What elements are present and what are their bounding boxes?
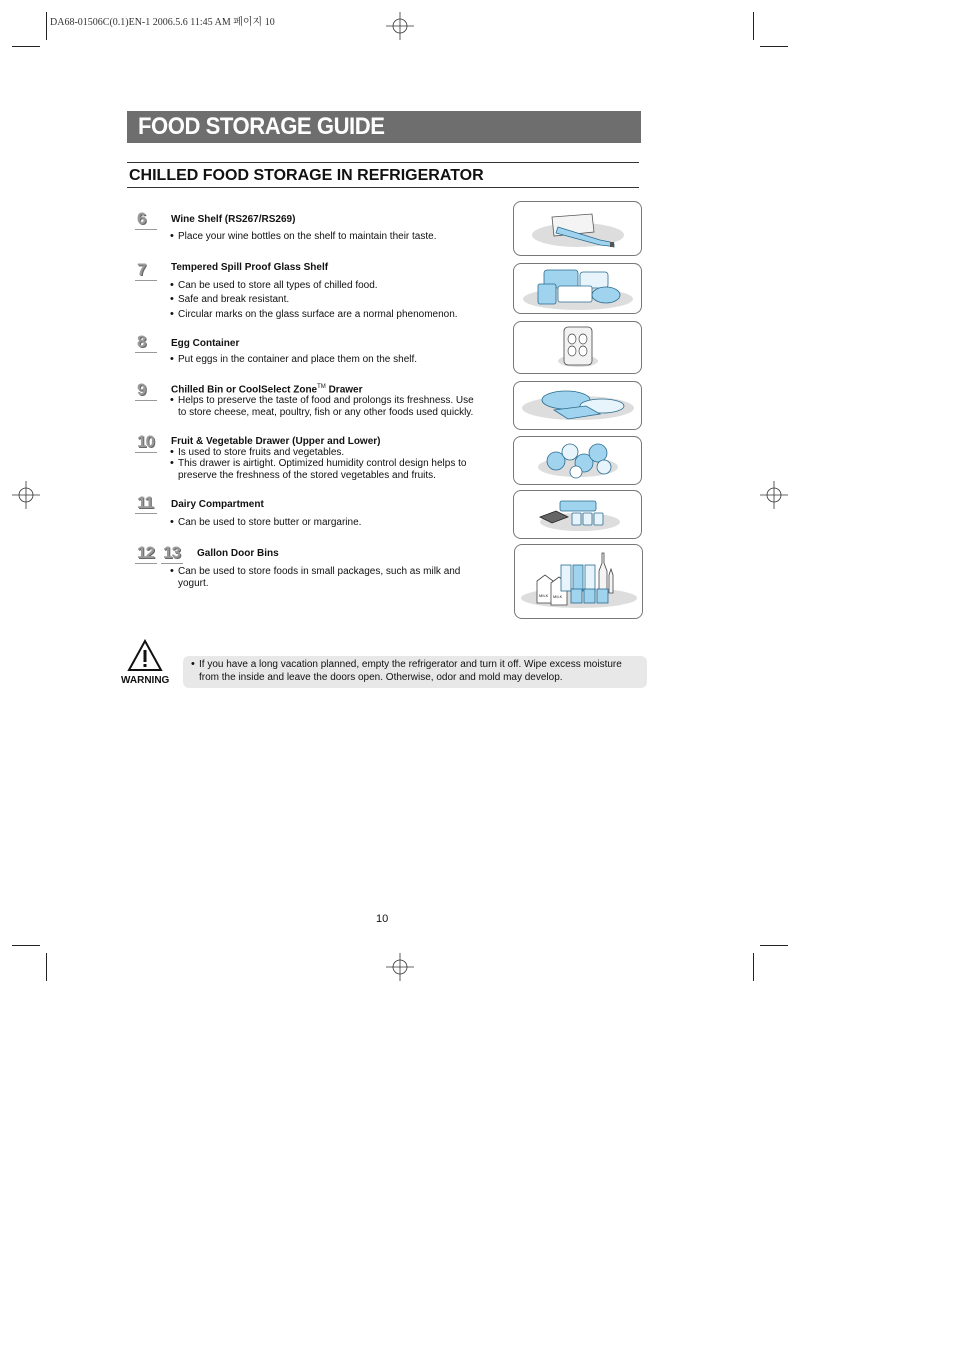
crop-mark bbox=[753, 953, 754, 981]
butter-icon bbox=[514, 491, 641, 538]
registration-mark-icon bbox=[386, 953, 414, 981]
page-title: FOOD STORAGE GUIDE bbox=[138, 113, 385, 140]
section-title: CHILLED FOOD STORAGE IN REFRIGERATOR bbox=[129, 167, 484, 184]
crop-mark bbox=[46, 953, 47, 981]
print-header: DA68-01506C(0.1)EN-1 2006.5.6 11:45 AM 페이지 10 bbox=[50, 17, 275, 28]
item-bullet: • Can be used to store butter or margarine. bbox=[178, 517, 488, 529]
item-bullet: • Safe and break resistant. bbox=[178, 294, 488, 306]
item-title: Tempered Spill Proof Glass Shelf bbox=[171, 262, 329, 273]
item-bullet: • Can be used to store foods in small packages, such as milk and yogurt. bbox=[178, 566, 468, 590]
egg-icon bbox=[514, 322, 641, 373]
item-bullet: • Put eggs in the container and place them on the shelf. bbox=[178, 354, 488, 366]
item-bullet: • Helps to preserve the taste of food and prolongs its freshness. Use to store cheese, meat, poultry, fish or any other foods used quickly. bbox=[178, 395, 478, 419]
item-title: Egg Container bbox=[171, 338, 240, 349]
warning-icon bbox=[127, 639, 163, 673]
page-number: 10 bbox=[376, 913, 389, 925]
item-bullet: • This drawer is airtight. Optimized humidity control design helps to preserve the freshness of the stored vegetables and fruits. bbox=[178, 458, 476, 482]
registration-mark-icon bbox=[760, 481, 788, 509]
item-number-badge: 6 bbox=[135, 212, 157, 230]
food-containers-icon bbox=[514, 264, 641, 313]
crop-mark bbox=[760, 46, 788, 47]
gallon-door-bins-illustration bbox=[514, 544, 643, 619]
title-bar bbox=[127, 111, 641, 143]
fruit-vegetable-illustration bbox=[513, 436, 642, 485]
item-number-badge: 8 bbox=[135, 335, 157, 353]
item-bullet: • Can be used to store all types of chilled food. bbox=[178, 280, 488, 292]
item-number-badge: 13 bbox=[161, 546, 183, 564]
wine-shelf-illustration bbox=[513, 201, 642, 256]
item-number-badge: 7 bbox=[135, 263, 157, 281]
egg-container-illustration bbox=[513, 321, 642, 374]
item-title: Gallon Door Bins bbox=[197, 548, 279, 559]
milk-label: MILK bbox=[539, 593, 549, 598]
item-title: Wine Shelf (RS267/RS269) bbox=[171, 214, 296, 225]
item-title: Fruit & Vegetable Drawer (Upper and Lower) bbox=[171, 436, 381, 447]
dairy-compartment-illustration bbox=[513, 490, 642, 539]
item-title: Dairy Compartment bbox=[171, 499, 264, 510]
item-number-badge: 11 bbox=[135, 496, 157, 514]
item-number-badge: 10 bbox=[135, 435, 157, 453]
item-bullet: • Is used to store fruits and vegetables. bbox=[178, 447, 488, 459]
item-title-text: Chilled Bin or CoolSelect Zone bbox=[171, 384, 318, 396]
milk-bottles-icon bbox=[515, 545, 642, 618]
item-bullet: • Place your wine bottles on the shelf to maintain their taste. bbox=[178, 231, 488, 243]
warning-label: WARNING bbox=[121, 675, 170, 686]
wine-bottle-icon bbox=[514, 202, 641, 255]
trademark-mark: TM bbox=[317, 384, 326, 390]
crop-mark bbox=[46, 12, 47, 40]
fruit-icon bbox=[514, 437, 641, 484]
glass-shelf-illustration bbox=[513, 263, 642, 314]
milk-label: MILK bbox=[553, 594, 563, 599]
registration-mark-icon bbox=[386, 12, 414, 40]
warning-box bbox=[183, 656, 647, 688]
registration-mark-icon bbox=[12, 481, 40, 509]
item-bullet: • Circular marks on the glass surface are a normal phenomenon. bbox=[178, 309, 488, 321]
crop-mark bbox=[760, 945, 788, 946]
crop-mark bbox=[753, 12, 754, 40]
crop-mark bbox=[12, 945, 40, 946]
section-heading bbox=[127, 162, 639, 188]
warning-text: • If you have a long vacation planned, empty the refrigerator and turn it off. Wipe excess moisture from the inside and leave the doors open. Otherwise, odor and mold may develop. bbox=[199, 659, 639, 684]
meat-fish-icon bbox=[514, 382, 641, 429]
item-number-badge: 9 bbox=[135, 383, 157, 401]
chilled-bin-illustration bbox=[513, 381, 642, 430]
item-title-suffix: Drawer bbox=[328, 384, 363, 396]
crop-mark bbox=[12, 46, 40, 47]
item-number-badge: 12 bbox=[135, 546, 157, 564]
item-title bbox=[171, 384, 362, 395]
